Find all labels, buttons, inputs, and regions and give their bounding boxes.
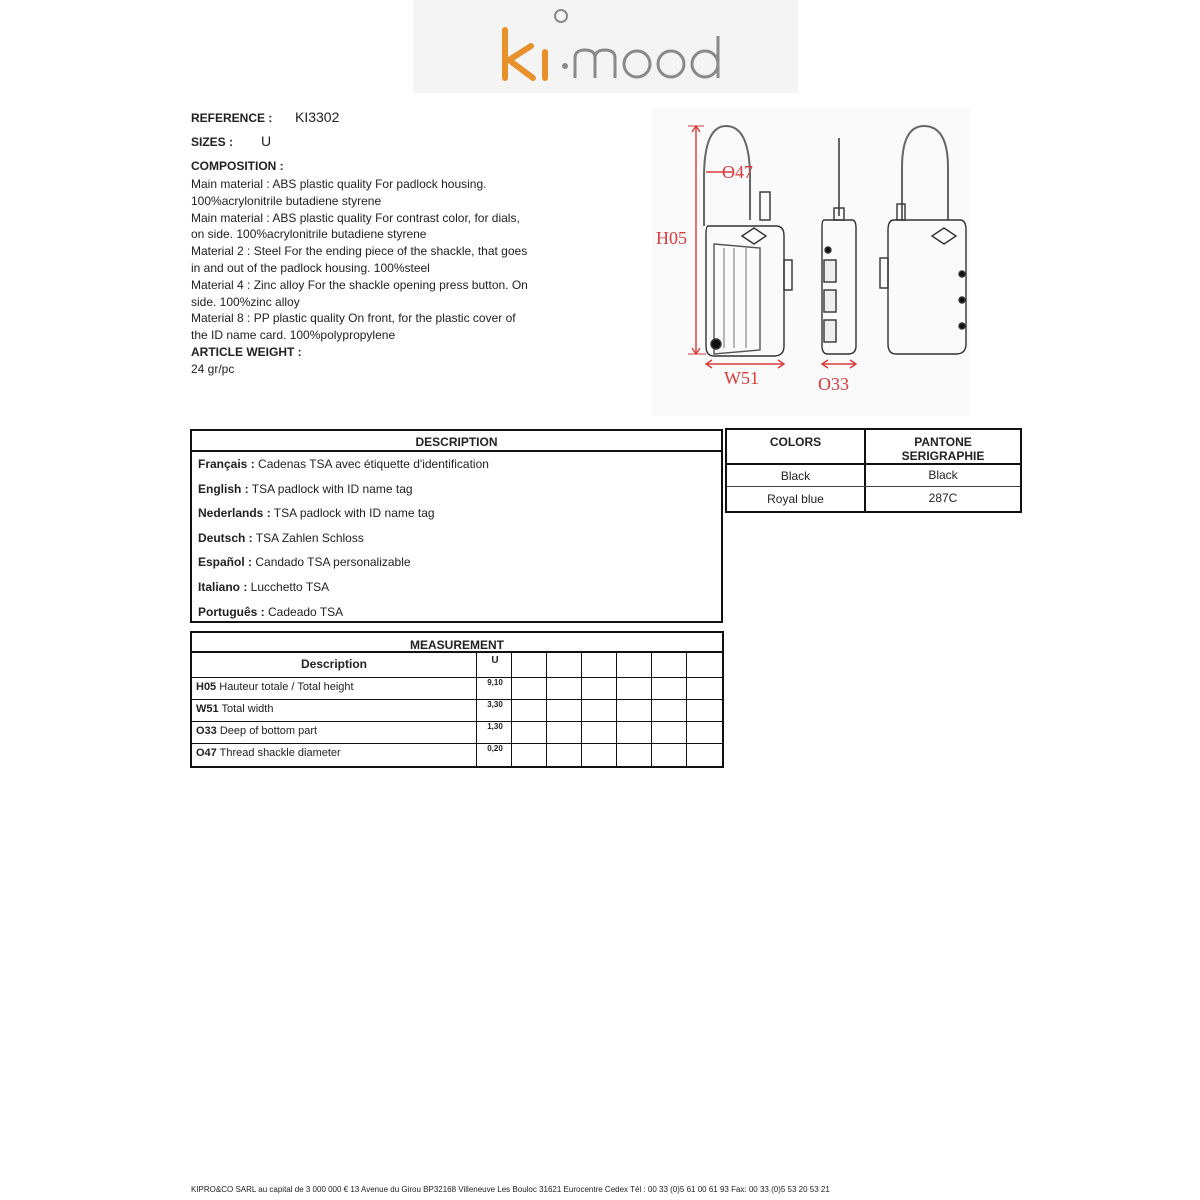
measurement-value: 3,30 bbox=[487, 700, 503, 709]
composition-list bbox=[191, 176, 581, 344]
measurement-value: 1,30 bbox=[487, 722, 503, 731]
weight-label: ARTICLE WEIGHT : bbox=[191, 344, 302, 359]
measurement-table bbox=[190, 631, 724, 768]
composition-line: side. 100%zinc alloy bbox=[191, 294, 300, 309]
padlock-side-view bbox=[822, 138, 856, 354]
composition-label: COMPOSITION : bbox=[191, 159, 284, 173]
description-language: Deutsch : bbox=[198, 530, 253, 545]
padlock-technical-drawing bbox=[652, 108, 970, 416]
grid-line bbox=[616, 651, 617, 766]
measurement-row-description bbox=[196, 747, 341, 759]
pantone-header-line2: SERIGRAPHIE bbox=[901, 449, 985, 463]
description-language: Italiano : bbox=[198, 579, 248, 594]
description-language: English : bbox=[198, 481, 249, 496]
color-name-1: Black bbox=[780, 469, 811, 483]
color-pantone-1: Black bbox=[928, 468, 958, 482]
measurement-label: Deep of bottom part bbox=[216, 725, 318, 737]
composition-line: 100%acrylonitrile butadiene styrene bbox=[191, 193, 382, 208]
measurement-label: Total width bbox=[218, 703, 274, 715]
measurement-code: O47 bbox=[196, 747, 217, 759]
description-header: DESCRIPTION bbox=[192, 431, 721, 452]
ki-mood-logo bbox=[413, 0, 798, 93]
grid-line bbox=[651, 651, 652, 766]
pantone-header-line1: PANTONE bbox=[914, 435, 972, 449]
measurement-row-description bbox=[196, 681, 354, 693]
composition-line: Material 8 : PP plastic quality On front, for the plastic cover of bbox=[191, 311, 516, 326]
composition-line: Main material : ABS plastic quality For padlock housing. bbox=[191, 177, 487, 191]
grid-line bbox=[546, 651, 547, 766]
grid-line bbox=[476, 651, 477, 766]
weight-value: 24 gr/pc bbox=[191, 361, 235, 376]
description-text: Cadeado TSA bbox=[264, 604, 344, 619]
measurement-label: Hauteur totale / Total height bbox=[216, 681, 354, 693]
description-text: TSA Zahlen Schloss bbox=[252, 530, 364, 545]
reference-value: KI3302 bbox=[295, 109, 340, 125]
dimension-label-o33: O33 bbox=[818, 374, 849, 394]
description-text: Candado TSA personalizable bbox=[252, 555, 411, 570]
description-row bbox=[192, 600, 721, 625]
description-text: Lucchetto TSA bbox=[247, 579, 330, 594]
brand-logo bbox=[413, 0, 798, 93]
measurement-value: 9,10 bbox=[487, 678, 503, 687]
description-row bbox=[192, 575, 721, 600]
colors-header: COLORS bbox=[769, 435, 822, 449]
sizes-label: SIZES : bbox=[191, 135, 234, 149]
padlock-back-view bbox=[880, 126, 966, 354]
pantone-header bbox=[866, 435, 1020, 463]
colors-table bbox=[725, 428, 1022, 513]
color-name-2: Royal blue bbox=[767, 492, 824, 506]
description-table bbox=[190, 429, 723, 623]
measurement-label: Thread shackle diameter bbox=[216, 747, 341, 759]
reference-label: REFERENCE : bbox=[191, 111, 273, 125]
color-pantone-2: 287C bbox=[928, 491, 958, 505]
composition-line: the ID name card. 100%polypropylene bbox=[191, 328, 396, 343]
description-language: Español : bbox=[198, 555, 253, 570]
measurement-value: 0,20 bbox=[487, 744, 503, 753]
reference-row bbox=[191, 110, 581, 134]
description-row bbox=[192, 550, 721, 575]
description-row bbox=[192, 477, 721, 502]
measurement-code: H05 bbox=[196, 681, 217, 693]
description-text: TSA padlock with ID name tag bbox=[248, 481, 413, 496]
colors-header-divider bbox=[727, 463, 1020, 465]
description-text: Cadenas TSA avec étiquette d'identification bbox=[254, 457, 489, 471]
grid-line bbox=[192, 743, 722, 744]
grid-line bbox=[192, 677, 722, 678]
composition-line: in and out of the padlock housing. 100%steel bbox=[191, 260, 430, 275]
description-text: TSA padlock with ID name tag bbox=[270, 506, 435, 521]
composition-line: Main material : ABS plastic quality For contrast color, for dials, bbox=[191, 210, 520, 225]
company-footer: KIPRO&CO SARL au capital de 3 000 000 € 13 Avenue du Girou BP32168 Villeneuve Les Bouloc 31621 Eurocentre Cedex Tél : 00 33 (0)5 61 00 61 93 Fax: 00 33 (0)5 53 20 53 21 bbox=[191, 1185, 830, 1194]
grid-line bbox=[686, 651, 687, 766]
description-language: Français : bbox=[198, 457, 255, 471]
grid-line bbox=[581, 651, 582, 766]
measurement-code: W51 bbox=[196, 703, 219, 715]
dimension-label-o47: O47 bbox=[722, 162, 753, 182]
description-language: Português : bbox=[198, 604, 265, 619]
dimension-label-w51: W51 bbox=[724, 368, 759, 388]
description-row bbox=[192, 501, 721, 526]
composition-line: Material 2 : Steel For the ending piece of the shackle, that goes bbox=[191, 244, 528, 259]
measurement-row-description bbox=[196, 725, 317, 737]
sizes-value: U bbox=[261, 133, 272, 149]
sizes-row bbox=[191, 134, 581, 158]
product-info bbox=[191, 110, 581, 378]
measurement-col-size: U bbox=[491, 655, 499, 666]
description-language: Nederlands : bbox=[198, 506, 271, 521]
measurement-code: O33 bbox=[196, 725, 217, 737]
description-row bbox=[192, 452, 721, 477]
padlock-front-view bbox=[704, 126, 792, 356]
grid-line bbox=[192, 699, 722, 700]
description-row bbox=[192, 526, 721, 551]
composition-line: Material 4 : Zinc alloy For the shackle opening press button. On bbox=[191, 277, 528, 292]
grid-line bbox=[192, 721, 722, 722]
colors-row-divider bbox=[727, 486, 1020, 487]
measurement-row-description bbox=[196, 703, 273, 715]
description-rows bbox=[192, 452, 721, 624]
composition-line: on side. 100%acrylonitrile butadiene styrene bbox=[191, 227, 427, 242]
dimension-label-h05: H05 bbox=[656, 228, 687, 248]
measurement-header: MEASUREMENT bbox=[192, 633, 722, 653]
measurement-col-description: Description bbox=[300, 657, 367, 671]
